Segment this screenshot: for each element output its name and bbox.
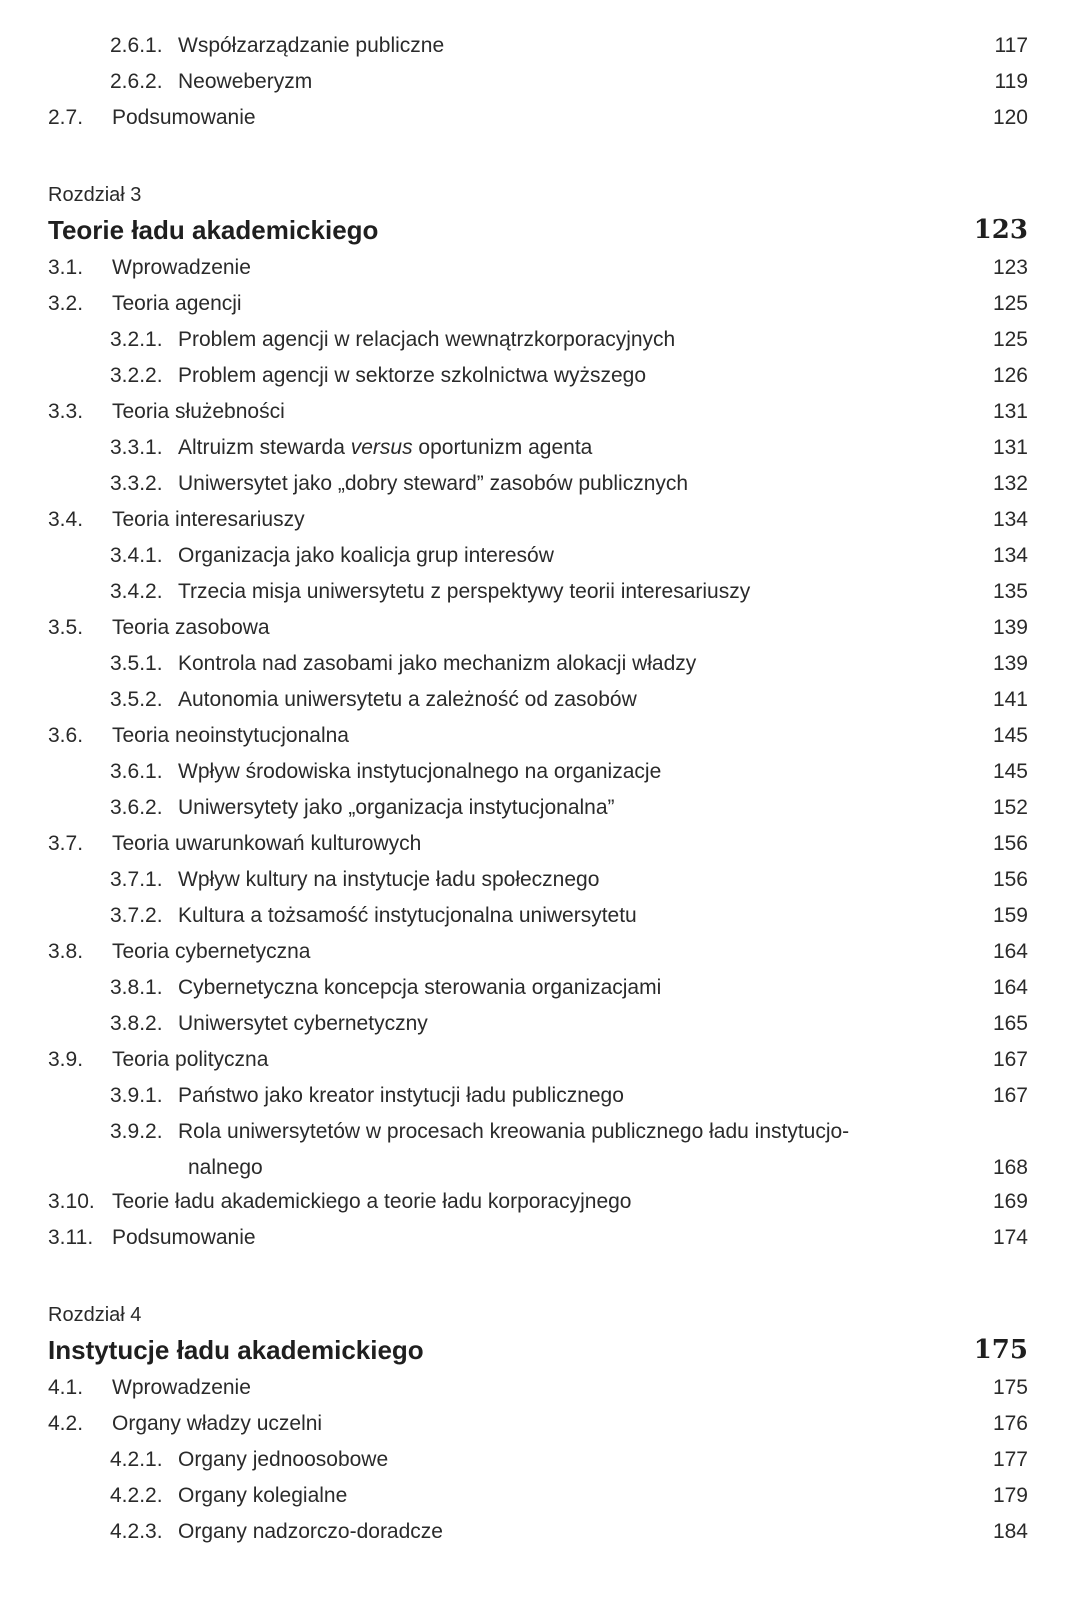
toc-entry — [48, 1184, 1028, 1220]
toc-entry-page: 141 — [992, 688, 1028, 711]
toc-entry-number: 3.3.2. — [110, 472, 163, 495]
toc-entry-page: 119 — [994, 70, 1028, 93]
toc-entry-continuation — [48, 1150, 1028, 1184]
toc-entry-page: 167 — [992, 1048, 1028, 1071]
toc-entry — [48, 286, 1028, 322]
toc-entry-title: Współzarządzanie publiczne — [178, 34, 445, 57]
toc-entry — [48, 574, 1028, 610]
toc-entry — [48, 754, 1028, 790]
toc-entry — [48, 646, 1028, 682]
toc-entry-page: 169 — [992, 1190, 1028, 1213]
chapter-4-entries — [48, 1370, 1028, 1550]
toc-entry — [48, 394, 1028, 430]
toc-entry-number: 3.9. — [48, 1048, 84, 1071]
chapter-4-heading — [48, 1330, 1028, 1370]
toc-entry-number: 3.8.2. — [110, 1012, 163, 1035]
toc-entry-title: Problem agencji w relacjach wewnątrzkorporacyjnych — [178, 328, 676, 351]
toc-entry-title: Wpływ środowiska instytucjonalnego na organizacje — [178, 760, 662, 783]
toc-entry — [48, 1006, 1028, 1042]
toc-entry-page: 177 — [992, 1448, 1028, 1471]
toc-entry-title: Organy kolegialne — [178, 1484, 348, 1507]
toc-entry-number: 2.7. — [48, 106, 84, 129]
toc-entry-number: 3.4. — [48, 508, 84, 531]
toc-entry-page: 117 — [994, 34, 1028, 57]
toc-entry-number: 3.11. — [48, 1226, 94, 1249]
toc-entry-number: 3.3.1. — [110, 436, 163, 459]
toc-entry-title: Wpływ kultury na instytucje ładu społecznego — [178, 868, 600, 891]
toc-entry-title: Kultura a tożsamość instytucjonalna uniwersytetu — [178, 904, 637, 927]
toc-entry-page: 131 — [992, 400, 1028, 423]
toc-entry-page: 156 — [992, 868, 1028, 891]
toc-entry-title: Organy jednoosobowe — [178, 1448, 389, 1471]
toc-entry — [48, 970, 1028, 1006]
toc-entry-title: Teoria uwarunkowań kulturowych — [112, 832, 422, 855]
toc-entry-number: 4.2. — [48, 1412, 84, 1435]
chapter-3-title: Teorie ładu akademickiego — [48, 215, 379, 245]
toc-entry-page: 175 — [992, 1376, 1028, 1399]
toc-entry — [48, 1442, 1028, 1478]
toc-entry-number: 3.2. — [48, 292, 84, 315]
toc-entry — [48, 1042, 1028, 1078]
chapter-4-page: 175 — [973, 1335, 1028, 1365]
toc-entry-title: Państwo jako kreator instytucji ładu publicznego — [178, 1084, 624, 1107]
toc-entry-title: Uniwersytet cybernetyczny — [178, 1012, 428, 1035]
toc-entry-title: Teoria służebności — [112, 400, 285, 423]
chapter-4-label: Rozdział 4 — [48, 1304, 142, 1326]
toc-entry-number: 3.8.1. — [110, 976, 163, 999]
toc-entry — [48, 862, 1028, 898]
toc-entry — [48, 100, 1028, 136]
toc-entry-number: 4.1. — [48, 1376, 84, 1399]
toc-entry — [48, 1078, 1028, 1114]
toc-entry — [48, 1406, 1028, 1442]
toc-entry-number: 2.6.2. — [110, 70, 163, 93]
toc-entry-number: 3.7.2. — [110, 904, 163, 927]
toc-entry-page: 156 — [992, 832, 1028, 855]
toc-entry-title: Teoria interesariuszy — [112, 508, 305, 531]
toc-entry-title: Teorie ładu akademickiego a teorie ładu korporacyjnego — [112, 1190, 632, 1213]
toc-entry-title: Problem agencji w sektorze szkolnictwa wyższego — [178, 364, 647, 387]
toc-entry-number: 3.5.2. — [110, 688, 163, 711]
toc-entry-title: Podsumowanie — [112, 106, 256, 129]
toc-entry — [48, 934, 1028, 970]
toc-entry — [48, 64, 1028, 100]
toc-entry-title: Neoweberyzm — [178, 70, 313, 93]
toc-entry-page: 145 — [992, 760, 1028, 783]
toc-entry-number: 3.6.2. — [110, 796, 163, 819]
toc-entry — [48, 1370, 1028, 1406]
toc-entry-title-continued: nalnego — [188, 1156, 263, 1179]
toc-entry-page: 165 — [992, 1012, 1028, 1035]
toc-entry — [48, 502, 1028, 538]
toc-entry-title: Wprowadzenie — [112, 1376, 251, 1399]
toc-entry-page: 168 — [992, 1156, 1028, 1179]
toc-entry-title: Podsumowanie — [112, 1226, 256, 1249]
toc-entry-number: 3.5.1. — [110, 652, 163, 675]
toc-entry-title: Trzecia misja uniwersytetu z perspektywy teorii interesariuszy — [178, 580, 751, 603]
toc-entry-number: 3.2.2. — [110, 364, 163, 387]
toc-entry-title: Uniwersytety jako „organizacja instytucjonalna” — [178, 796, 615, 819]
toc-entry — [48, 430, 1028, 466]
toc-entry — [48, 1220, 1028, 1256]
toc-entry-page: 134 — [992, 508, 1028, 531]
toc-entry-page: 131 — [992, 436, 1028, 459]
toc-entry-page: 135 — [992, 580, 1028, 603]
toc-entry — [48, 718, 1028, 754]
toc-entry-number: 4.2.1. — [110, 1448, 163, 1471]
toc-entry-page: 126 — [992, 364, 1028, 387]
toc-entry-number: 3.7. — [48, 832, 84, 855]
toc-entry — [48, 790, 1028, 826]
toc-entry-number: 4.2.2. — [110, 1484, 163, 1507]
toc-entry-number: 3.1. — [48, 256, 84, 279]
toc-entry-page: 134 — [992, 544, 1028, 567]
toc-entry-page: 139 — [992, 616, 1028, 639]
toc-entry-number: 3.9.2. — [110, 1120, 163, 1143]
toc-entry — [48, 28, 1028, 64]
toc-entry-number: 2.6.1. — [110, 34, 163, 57]
toc-entry-page: 164 — [992, 976, 1028, 999]
chapter-3-label: Rozdział 3 — [48, 184, 142, 206]
toc-entry-title: Organy władzy uczelni — [112, 1412, 323, 1435]
toc-entry-page: 120 — [992, 106, 1028, 129]
toc-entry-page: 184 — [992, 1520, 1028, 1543]
toc-entry-title: Teoria cybernetyczna — [112, 940, 311, 963]
toc-entry — [48, 250, 1028, 286]
toc-entry-number: 3.2.1. — [110, 328, 163, 351]
toc-entry-number: 3.5. — [48, 616, 84, 639]
toc-entry-title: Cybernetyczna koncepcja sterowania organizacjami — [178, 976, 662, 999]
toc-entry-page: 152 — [992, 796, 1028, 819]
toc-entry — [48, 358, 1028, 394]
chapter-3-page: 123 — [973, 215, 1028, 245]
toc-entry — [48, 1478, 1028, 1514]
toc-entry-title: Organy nadzorczo-doradcze — [178, 1520, 443, 1543]
toc-entry-number: 3.9.1. — [110, 1084, 163, 1107]
toc-entry-title: Organizacja jako koalicja grup interesów — [178, 544, 554, 567]
table-of-contents — [48, 28, 1028, 1550]
toc-entry — [48, 322, 1028, 358]
toc-entry-page: 167 — [992, 1084, 1028, 1107]
toc-entry-page: 139 — [992, 652, 1028, 675]
toc-entry-title: Kontrola nad zasobami jako mechanizm alokacji władzy — [178, 652, 697, 675]
chapter-4-title: Instytucje ładu akademickiego — [48, 1335, 424, 1365]
toc-entry-page: 125 — [992, 328, 1028, 351]
toc-entry — [48, 1514, 1028, 1550]
toc-entry-page: 125 — [992, 292, 1028, 315]
toc-entry-number: 4.2.3. — [110, 1520, 163, 1543]
toc-entry-title: Uniwersytet jako „dobry steward” zasobów publicznych — [178, 472, 689, 495]
toc-entry-page: 174 — [992, 1226, 1028, 1249]
toc-entry-number: 3.10. — [48, 1190, 95, 1213]
toc-entry-page: 159 — [992, 904, 1028, 927]
toc-entry — [48, 1114, 1028, 1150]
italic-word: versus — [350, 436, 413, 459]
toc-entry-number: 3.8. — [48, 940, 84, 963]
toc-entry-title: Autonomia uniwersytetu a zależność od zasobów — [178, 688, 637, 711]
toc-entry-title: Teoria polityczna — [112, 1048, 269, 1071]
chapter-3-heading — [48, 210, 1028, 250]
toc-entry — [48, 682, 1028, 718]
toc-entry-number: 3.6. — [48, 724, 84, 747]
toc-entry-page: 132 — [992, 472, 1028, 495]
toc-entry-page: 164 — [992, 940, 1028, 963]
toc-entry — [48, 610, 1028, 646]
toc-entry-title: Altruizm stewarda versus oportunizm agenta — [178, 436, 593, 459]
toc-entry-page: 179 — [992, 1484, 1028, 1507]
toc-top-entries — [48, 28, 1028, 136]
toc-entry-number: 3.7.1. — [110, 868, 163, 891]
toc-entry-number: 3.4.2. — [110, 580, 163, 603]
toc-entry-title: Teoria agencji — [112, 292, 242, 315]
toc-entry-title: Teoria neoinstytucjonalna — [112, 724, 349, 747]
toc-entry-number: 3.6.1. — [110, 760, 163, 783]
toc-entry-page: 176 — [992, 1412, 1028, 1435]
toc-entry-title: Wprowadzenie — [112, 256, 251, 279]
toc-entry-title: Rola uniwersytetów w procesach kreowania publicznego ładu instytucjo- — [178, 1120, 850, 1143]
toc-entry-number: 3.4.1. — [110, 544, 163, 567]
toc-entry-page: 145 — [992, 724, 1028, 747]
toc-entry — [48, 826, 1028, 862]
toc-entry-page: 123 — [992, 256, 1028, 279]
chapter-3-entries — [48, 250, 1028, 1256]
toc-entry — [48, 466, 1028, 502]
toc-entry — [48, 898, 1028, 934]
toc-entry-number: 3.3. — [48, 400, 84, 423]
toc-entry-title: Teoria zasobowa — [112, 616, 270, 639]
toc-entry — [48, 538, 1028, 574]
